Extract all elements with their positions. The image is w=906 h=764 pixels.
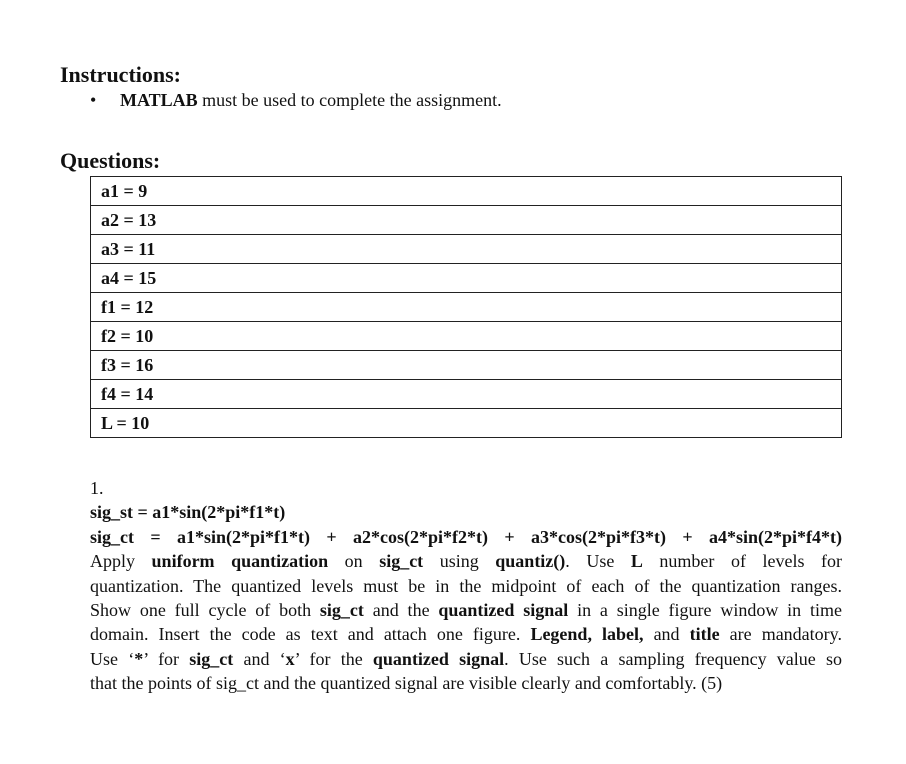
text-run: on <box>328 551 380 572</box>
question-line-2: quantization. The quantized levels must be in the midpoint of each of the quantization ranges. <box>90 575 842 596</box>
variable-cell: f1 = 12 <box>91 293 842 322</box>
variable-cell: L = 10 <box>91 409 842 438</box>
text-run: . Use <box>565 551 631 572</box>
variable-cell: a4 = 15 <box>91 264 842 293</box>
table-row <box>91 264 842 293</box>
text-run: Legend, label, <box>530 624 644 645</box>
variables-table <box>90 176 842 438</box>
text-run: quantized signal <box>438 600 569 621</box>
variable-cell: f2 = 10 <box>91 322 842 351</box>
text-run: are mandatory. <box>719 624 843 645</box>
text-run: * <box>134 648 144 669</box>
text-run: x <box>285 648 295 669</box>
table-row <box>91 235 842 264</box>
table-row <box>91 351 842 380</box>
text-run: ’ for <box>143 648 190 669</box>
text-run: and ‘ <box>233 648 286 669</box>
instruction-text: must be used to complete the assignment. <box>197 90 502 110</box>
question-line-6: that the points of sig_ct and the quantized signal are visible clearly and comfortably. (5) <box>90 673 723 694</box>
questions-heading: Questions: <box>60 148 161 173</box>
instruction-item <box>90 90 502 111</box>
text-run: and <box>643 624 690 645</box>
text-run: uniform quantization <box>151 551 329 572</box>
text-run: quantized signal <box>372 648 505 669</box>
variable-cell: a3 = 11 <box>91 235 842 264</box>
text-run: in a single figure window in time <box>568 600 843 621</box>
instructions-heading: Instructions: <box>60 62 182 87</box>
text-run: number of levels for <box>642 551 842 572</box>
text-run: ’ for the <box>294 648 373 669</box>
question-number: 1. <box>90 478 104 498</box>
text-run: domain. Insert the code as text and attach one figure. <box>90 624 531 645</box>
variable-cell: a1 = 9 <box>91 177 842 206</box>
table-row <box>91 380 842 409</box>
variable-cell: a2 = 13 <box>91 206 842 235</box>
text-run: L <box>630 551 643 572</box>
text-run: sig_ct <box>319 600 364 621</box>
text-run: title <box>689 624 720 645</box>
question-line-3 <box>90 598 842 622</box>
text-run: and the <box>363 600 439 621</box>
question-line-5 <box>90 647 842 671</box>
table-row <box>91 293 842 322</box>
question-line-1 <box>90 549 842 573</box>
question-1 <box>90 476 842 696</box>
table-row <box>91 206 842 235</box>
text-run: Show one full cycle of both <box>90 600 320 621</box>
text-run: sig_ct <box>189 648 234 669</box>
sig-ct-formula: sig_ct = a1*sin(2*pi*f1*t) + a2*cos(2*pi*f2*t) + a3*cos(2*pi*f3*t) + a4*sin(2*pi*f4*t) <box>90 526 842 547</box>
variable-cell: f4 = 14 <box>91 380 842 409</box>
matlab-label: MATLAB <box>120 90 198 110</box>
question-line-4 <box>90 622 842 646</box>
text-run: Apply <box>90 551 152 572</box>
variable-cell: f3 = 16 <box>91 351 842 380</box>
table-row <box>91 409 842 438</box>
sig-st-formula: sig_st = a1*sin(2*pi*f1*t) <box>90 502 286 523</box>
text-run: quantiz() <box>495 551 566 572</box>
text-run: using <box>423 551 496 572</box>
text-run: Use ‘ <box>90 648 135 669</box>
table-row <box>91 322 842 351</box>
text-run: . Use such a sampling frequency value so <box>504 648 842 669</box>
text-run: sig_ct <box>379 551 424 572</box>
table-row <box>91 177 842 206</box>
bullet-icon: • <box>90 90 97 110</box>
